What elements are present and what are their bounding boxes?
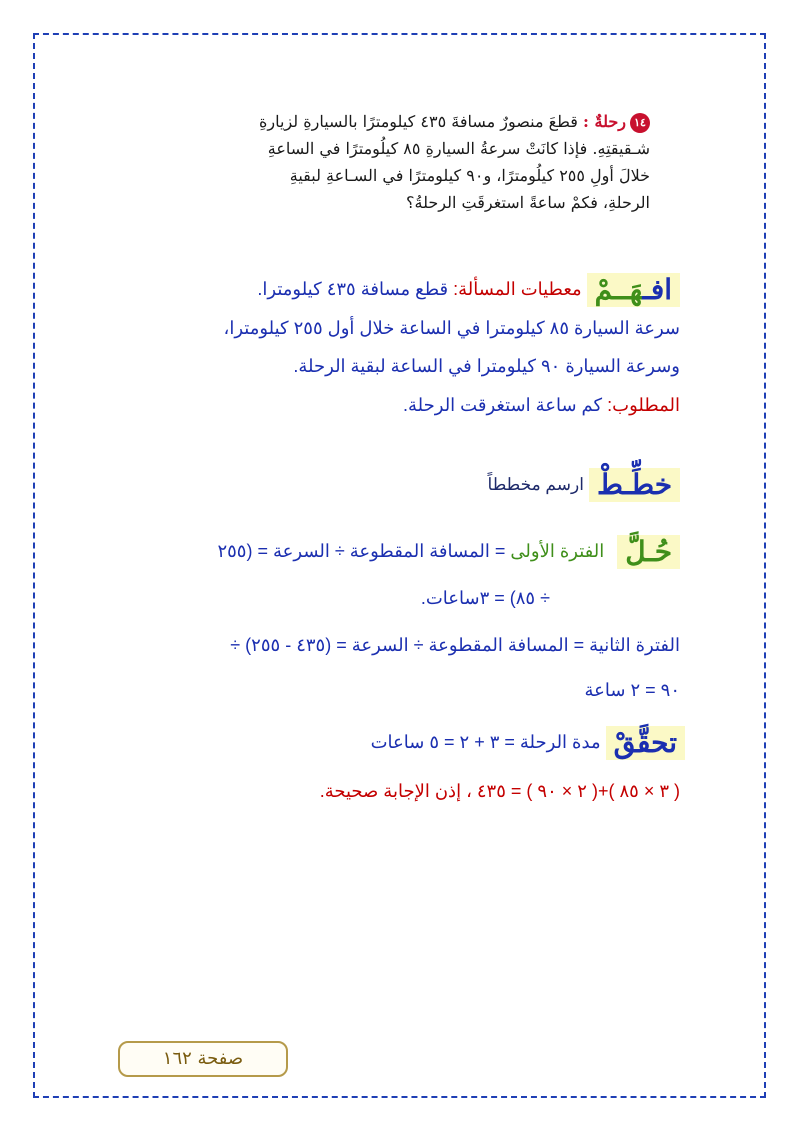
solve-heading: حُـلَّ xyxy=(617,535,680,569)
check-line xyxy=(371,726,685,760)
required-label: المطلوب: xyxy=(607,395,680,415)
problem-statement xyxy=(236,108,650,216)
problem-number-badge: ١٤ xyxy=(630,113,650,133)
plan-text: ارسم مخططاً xyxy=(487,474,584,494)
check-verify: ( ٣ × ٨٥ )+( ٢ × ٩٠ ) = ٤٣٥ ، إذن الإجابة صحيحة. xyxy=(319,781,680,801)
solve-line-2: ÷ ٨٥) = ٣ساعات. xyxy=(420,588,550,608)
required-line xyxy=(403,395,680,416)
problem-line-2: شـقيقتِهِ. فإذا كانَتْ سرعةُ السيارةِ ٨٥ كيلُومترًا في الساعةِ xyxy=(267,139,650,158)
problem-line-4: الرحلةِ، فكمْ ساعةً استغرقَتِ الرحلةُ؟ xyxy=(406,193,650,212)
understand-heading: افـهَــمْ xyxy=(587,273,680,307)
problem-text-1: قطعَ منصورٌ مسافةَ ٤٣٥ كيلومترًا بالسيارةِ لزيارةِ xyxy=(259,112,578,131)
required-text: كم ساعة استغرقت الرحلة. xyxy=(403,395,603,415)
givens-label: معطيات المسألة: xyxy=(453,278,582,299)
check-text: مدة الرحلة = ٣ + ٢ = ٥ ساعات xyxy=(370,731,601,752)
understand-line-2: سرعة السيارة ٨٥ كيلومترا في الساعة خلال أول ٢٥٥ كيلومترا، xyxy=(223,318,680,338)
page-number-box xyxy=(118,1041,288,1077)
problem-line-3: خلالَ أولِ ٢٥٥ كيلُومترًا، و٩٠ كيلومترًا في السـاعةِ لبقيةِ xyxy=(289,166,650,185)
solve-line-3: الفترة الثانية = المسافة المقطوعة ÷ السرعة = (٤٣٥ - ٢٥٥) ÷ xyxy=(230,635,680,655)
understand-line-1 xyxy=(257,273,680,307)
plan-line xyxy=(488,468,680,502)
solve-line-1 xyxy=(217,535,680,569)
givens-text: قطع مسافة ٤٣٥ كيلومترا. xyxy=(257,278,449,299)
problem-title: رحلةٌ : xyxy=(583,112,626,131)
solve-label-first: الفترة الأولى xyxy=(510,540,605,561)
page-number-label: صفحة ١٦٢ xyxy=(162,1048,244,1069)
check-heading: تحقَّقْ xyxy=(606,726,685,760)
solve-text-1: = المسافة المقطوعة ÷ السرعة = (٢٥٥ xyxy=(217,540,506,561)
problem-line-1 xyxy=(236,108,650,135)
plan-heading: خطِّـطْ xyxy=(589,468,680,502)
understand-line-3: وسرعة السيارة ٩٠ كيلومترا في الساعة لبقية الرحلة. xyxy=(293,356,680,376)
solve-line-4: ٩٠ = ٢ ساعة xyxy=(584,680,680,700)
